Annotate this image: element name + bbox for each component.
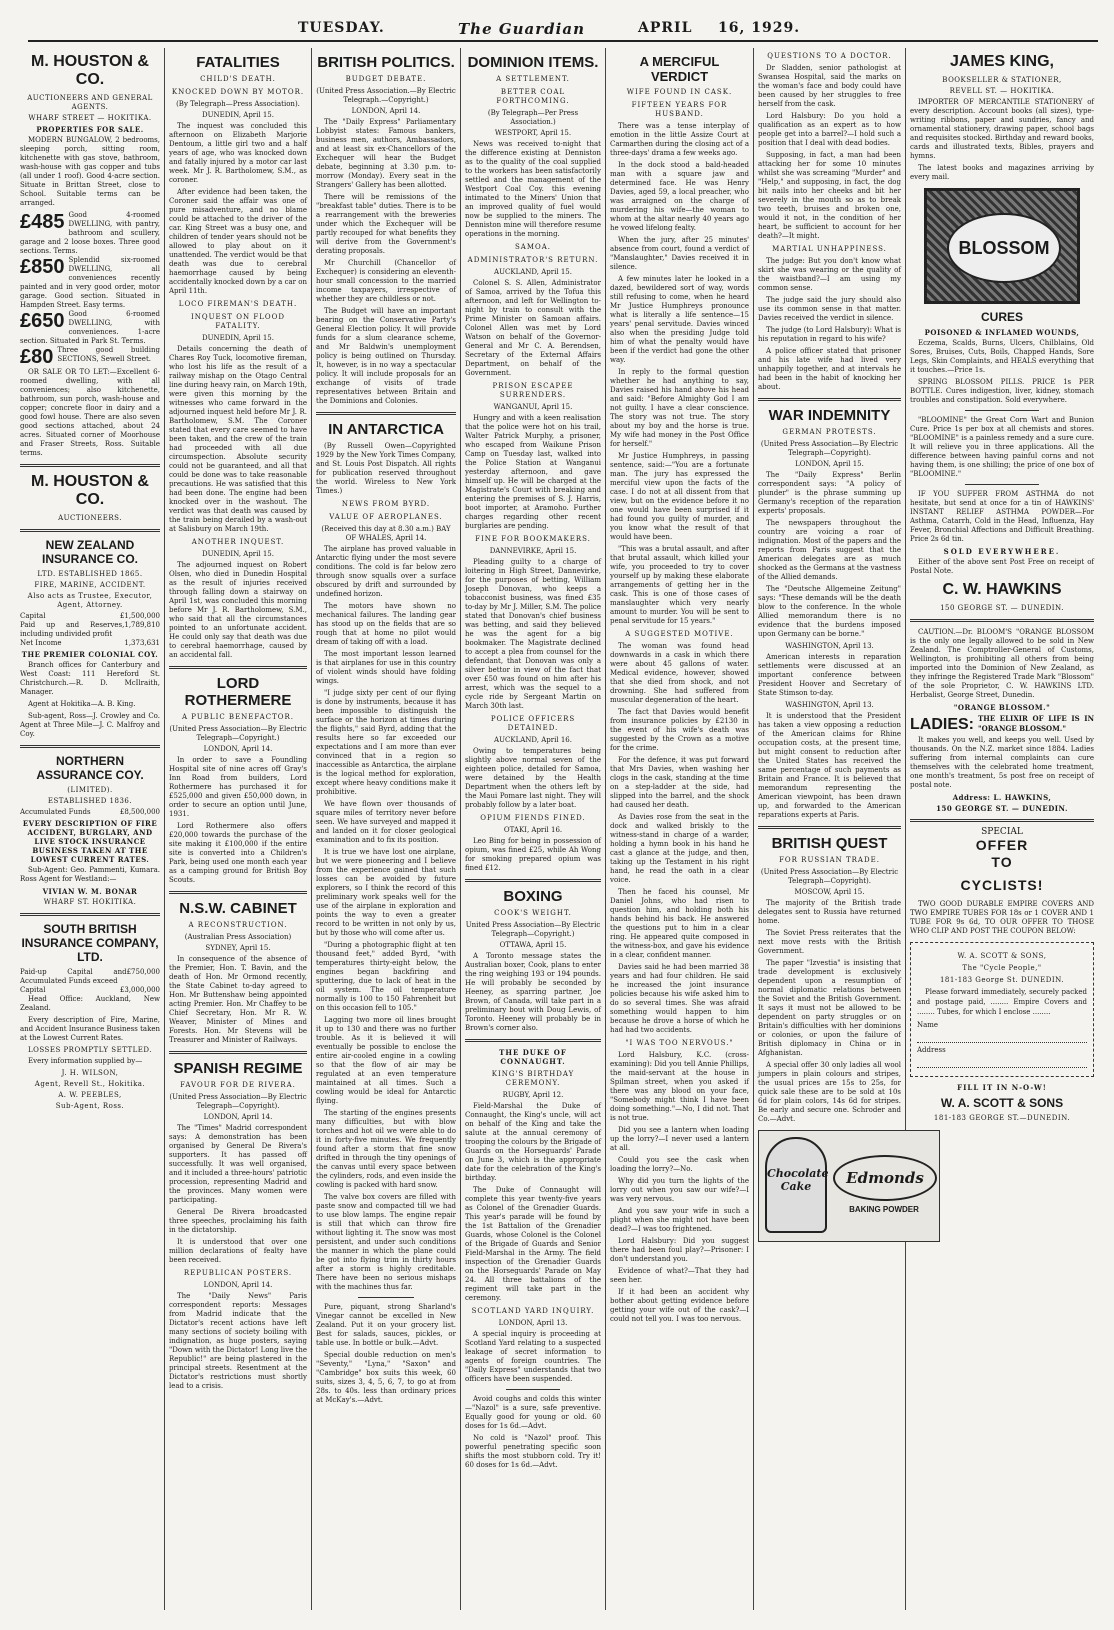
net-income-label: Net Income <box>20 639 62 647</box>
fill-it-in: FILL IT IN N-O-W! <box>957 1083 1047 1092</box>
divider <box>20 529 160 532</box>
net-income-row <box>20 639 160 648</box>
paid-up-value: 1,789,810 <box>124 621 160 629</box>
sb-capital-value: £3,000,000 <box>119 986 160 994</box>
article-paragraph: Owing to temperatures being slightly above normal seven of the eighteen police, detailed for Samoa, were detained by the Health Department when the others left by the Maui Pomare last night. They will probably follow by a later boat. <box>465 747 601 809</box>
headline-dominion-items: DOMINION ITEMS. <box>467 54 599 71</box>
article-paragraph: Davies said he had been married 38 years and had four children. He said he increased the joint insurance policies because his wife asked him to do so several times. She was afraid something would happen to him because he drove a horse of which he had had two accidents. <box>610 963 749 1034</box>
article-paragraph: Lord Halsbury: Do you hold a qualification as an expert as to how people get into a barrel?—I hold such a position that I deal with dead bodies. <box>758 112 901 147</box>
nz-insurance-trustee: Also acts as Trustee, Executor, Agent, Attorney. <box>27 592 153 609</box>
branch-offices: Branch offices for Canterbury and West Coast: 111 Hereford St. Christchurch.—R. D. McIlraith, Manager. <box>20 661 160 696</box>
offer-label: OFFER <box>975 837 1029 853</box>
order-coupon[interactable] <box>910 942 1094 1077</box>
source-line: (Australian Press Association) <box>184 933 292 941</box>
james-king-address: REVELL ST. — HOKITIKA. <box>949 87 1055 95</box>
houston-title: M. HOUSTON & CO. <box>31 53 149 88</box>
article-paragraph: (By Russell Owen—Copyrighted 1929 by the New York Times Company, and St. Louis Post Dispatch. All rights for publication reserved throughout the world. Wireless to New York Times.) <box>316 442 456 495</box>
subhead: ADMINISTRATOR'S RETURN. <box>467 256 599 264</box>
nz-insurance-lines: FIRE, MARINE, ACCIDENT. <box>34 581 146 589</box>
source-line: (United Press Association—By Electric Telegraph—Copyright.) <box>169 725 307 742</box>
divider <box>20 913 160 916</box>
article-paragraph: Evidence of what?—That they had seen her. <box>610 1267 749 1284</box>
article-paragraph: General De Rivera broadcasted three speeches, proclaiming his faith in the dictatorship. <box>169 1208 307 1234</box>
subhead: NEWS FROM BYRD. <box>341 500 431 508</box>
sb-paid-row <box>20 968 160 986</box>
subhead: FOR RUSSIAN TRADE. <box>779 856 880 864</box>
dateline: RUGBY, April 12. <box>502 1091 564 1099</box>
agent-ross: Sub-agent, Ross—J. Crowley and Co. Agent at Three Mile—J. C. Malfroy and Coy. <box>20 712 160 738</box>
advert-paragraph: Avoid coughs and colds this winter—"Nazol" is a sure, safe preventive. Equally good for young or old. 60 doses for 1s 6d.—Advt. <box>465 1395 601 1430</box>
article-paragraph: Lord Halsbury: Did you suggest there had been foul play?—Prisoner: I don't understand you. <box>610 1237 749 1263</box>
coupon-address-field[interactable] <box>917 1045 1087 1068</box>
ladies-heading: THE ELIXIR OF LIFE IS IN "ORANGE BLOSSOM." <box>978 714 1094 733</box>
dateline: SYDNEY, April 15. <box>205 944 271 952</box>
properties-header: PROPERTIES FOR SALE. <box>36 125 144 134</box>
hawkins-address: 150 GEORGE ST. — DUNEDIN. <box>940 604 1064 612</box>
source-line: (By Telegraph—Per Press Association.) <box>487 109 579 126</box>
property-price: £850 <box>20 256 65 278</box>
chocolate-cake-illustration: Chocolate Cake <box>765 1137 827 1233</box>
article-paragraph: Pleading guilty to a charge of loitering in High Street, Dannevirke, for the purposes of betting, William Joseph Donovan, who keeps a tobacconist business, was fined £35 to-day by Mr J. Miller, S.M. The police stated that Donovan's chief business was betting, and said they believed he was the agent for a big bookmaker. The Magistrate declined to accept a plea from counsel for the defendant, that Donovan was only a silver bettor in view of the fact that over £50 was found on him after his arrest, which was the sequel to a cycle ride by Sergeant Martin on March 30th last. <box>465 558 601 710</box>
article-paragraph: In order to save a Foundling Hospital site of nine acres off Gray's Inn Road from builders, Lord Rothermere has purchased it for £525,000 and given £50,000 down, in order to secure an option until June, 1931. <box>169 756 307 818</box>
column-merciful-verdict <box>610 48 749 1610</box>
subhead: BETTER COAL FORTHCOMING. <box>496 88 570 105</box>
article-paragraph: Could you see the cask when loading the lorry?—No. <box>610 1156 749 1173</box>
divider <box>910 619 1094 622</box>
cyclists-label: CYCLISTS! <box>960 877 1044 893</box>
divider <box>169 1051 307 1054</box>
subhead: POLICE OFFICERS DETAINED. <box>490 715 576 732</box>
article-paragraph: The valve box covers are filled with paste snow and compacted till we had to use blow lamps. The engine repair is still that which can throw fire without lighting it. The snow was most persistent, and under such conditions the manner in which the plane could be got into flying trim in thirty hours after a storm is highly creditable. There have been no serious mishaps with the machines thus far. <box>316 1193 456 1291</box>
houston-subtitle: AUCTIONEERS AND GENERAL AGENTS. <box>27 94 153 111</box>
ladies-advert <box>910 714 1094 736</box>
divider <box>20 745 160 748</box>
accumulated-funds-label: Accumulated Funds <box>20 808 91 816</box>
article-paragraph: It is true we have lost one airplane, but we were pioneering and I believe from the experience gained that such losses can be avoided by future explorers, so I think the record of this preliminary work speaks well for the use of the airplane in exploration and points the way to even a greater record to be written in not only by us, but by those who will come after us. <box>316 848 456 937</box>
article-paragraph: There will be remissions of the "breakfast table" duties. There is to be a rearrangement with the breweries under which the Exchequer will be partly recouped for what benefits they will derive from the Government's derating proposals. <box>316 193 456 255</box>
source-line: (United Press Association.—By Electric Telegraph.—Copyright.) <box>316 87 456 104</box>
article-paragraph: Lord Rothermere also offers £20,000 towards the purchase of the site making it £100,000 if the entire site is converted into a Children's Park, being used one month each year as a camping ground for British Boy Scouts. <box>169 822 307 884</box>
divider <box>169 666 307 669</box>
bloomine-advert: "BLOOMINE" the Great Corn Wart and Bunion Cure. Price 1s per box at all chemists and stores. "BLOOMINE" is a painless remedy and a sure cure. It will relieve you in three applications. All the difference between having painful corns and not having them, is one shilling; the price of one box of "BLOOMINE." <box>910 416 1094 478</box>
article-paragraph: The woman was found head downwards in a cask in which there were about 45 gallons of water. Medical evidence, however, showed that she died from shock, and not drowning. She had suffered from muscular degeneration of the heart. <box>610 642 749 704</box>
article-paragraph: The newspapers throughout the country are voicing a roar of indignation. Most of the papers and the reports from Paris suggest that the American delegates are as much shocked as the Germans at the vastness of the Allied demands. <box>758 519 901 581</box>
dateline: LONDON, April 14. <box>203 1113 273 1121</box>
subhead: A RECONSTRUCTION. <box>188 921 288 929</box>
article-paragraph: Did you see a lantern when loading up the lorry?—I never used a lantern at all. <box>610 1126 749 1152</box>
divider <box>758 398 901 401</box>
subhead: LOCO FIREMAN'S DEATH. <box>178 300 298 308</box>
source-line: (By Telegraph—Press Association). <box>176 100 300 108</box>
sb-paid-label: Paid-up Capital and Accumulated Funds exceed <box>20 968 127 985</box>
divider <box>465 879 601 882</box>
article-paragraph: It is understood that the President has taken a view opposing a reduction of the American claims for Rhine occupation costs, at the present time, but might consent to reduction after the United States has received the same percentage of such payments as Britain and France. It is believed that memorandum representing the American viewpoint, has been drawn up, and forwarded to the American reparations experts at Paris. <box>758 712 901 819</box>
to-label: TO <box>991 854 1013 870</box>
tyre-offer: TWO GOOD DURABLE EMPIRE COVERS AND TWO EMPIRE TUBES FOR 18s or 1 COVER AND 1 TUBE FOR 9s 6d, TO OUR OFFER TO THOSE WHO CLIP AND POST THE COUPON BELOW: <box>910 900 1094 935</box>
article-paragraph: In reply to the formal question whether he had anything to say, Davies raised his hand above his head and said: "Before Almighty God I am not guilty. I have a clear conscience. The story was not true. The story about my boy and the horse is true. My wife had money in the Post Office for herself." <box>610 368 749 448</box>
article-paragraph: The Duke of Connaught will complete this year twenty-five years as Colonel of the Grenadier Guards. This year's parade will be found by the 1st Battalion of the Grenadier Guards, whose Colonel is the Colonel of the Brigade of Guards and Senior Field-Marshal in the Army. The field inspection of the Grenadier Guards on the Horseguards' Parade on May 24. All three battalions of the regiment will take part in the ceremony. <box>465 1186 601 1302</box>
article-paragraph: A few minutes later he looked in a dazed, bewildered sort of way, words still refusing to come, when he heard Mr Justice Humphreys pronounce what is literally a life sentence—15 years' penal servitude. Davies winced also when the presiding Judge told him of what the penalty would have been if the verdict had gone the other way. <box>610 275 749 364</box>
caution-notice: CAUTION.—Dr. BLOOM'S "ORANGE BLOSSOM is the only one legally allowed to be sold in New Zealand. The Comptroller-General of Customs, Wellington, is prohibiting all others from being imported into the Dominion of New Zealand, as they infringe the Registered Trade Mark "Blossom" of the sole Proprietor, C. W. HAWKINS LTD. Herbalist, George Street, Dunedin. <box>910 628 1094 699</box>
james-king-title: JAMES KING, <box>949 53 1054 70</box>
coupon-address-line[interactable] <box>917 1057 1087 1068</box>
article-paragraph: American interests in reparation settlements were discussed at an important conference between President Hoover and Secretary of State Stimson to-day. <box>758 653 901 697</box>
article-paragraph: In the dock stood a bald-headed man with a square jaw and determined face. He was Henry Davies, aged 59, a local preacher, who was arraigned on the charge of murdering his wife—the woman to whom at the altar nearly 40 years ago he vowed lifelong fealty. <box>610 161 749 232</box>
divider <box>965 410 1039 411</box>
headline-british-quest: BRITISH QUEST <box>771 835 888 852</box>
article-paragraph: As Davies rose from the seat in the dock and walked briskly to the witness-stand in charge of a warder, holding a hymn book in his hand he cast a glance at the judge, and then, taking up the Testament in his right hand, he read the oath in a clear voice. <box>610 813 749 884</box>
article-paragraph: The motors have shown no mechanical failures. The landing gear has stood up on the fields that are so rough that at home no pilot would dream of taking off with a load. <box>316 602 456 646</box>
headline-nsw-cabinet: N.S.W. CABINET <box>179 900 297 917</box>
net-income-value: 1,373,631 <box>124 639 160 647</box>
source-line: (United Press Association—By Electric Telegraph—Copyright). <box>760 440 899 457</box>
dateline: DUNEDIN, April 15. <box>202 111 274 119</box>
column-rule <box>460 48 461 1610</box>
property-listing <box>20 211 160 256</box>
subhead: "I WAS TOO NERVOUS." <box>625 1039 734 1047</box>
nz-insurance-title: NEW ZEALAND INSURANCE CO. <box>41 538 138 566</box>
sb-capital-row <box>20 986 160 995</box>
subhead: A PUBLIC BENEFACTOR. <box>182 713 294 721</box>
advert-paragraph: No cold is "Nazol" proof. This powerful penetrating specific soon shifts the most stubborn cold. Try it! 60 doses for 1s 6d.—Advt. <box>465 1434 601 1469</box>
article-paragraph: Colonel S. S. Allen, Administrator of Samoa, arrived by the Tofua this afternoon, and left for Wellington to-night by train to consult with the Prime Minister on Samoan affairs. Colonel Allen was met by Lord Watson on behalf of the Governor-General and Mr C. A. Berendsen, Secretary of the External Affairs Department, on behalf of the Government. <box>465 279 601 377</box>
article-paragraph: We have flown over thousands of square miles of territory never before seen. We have surveyed and mapped it and landed on it for closer geological examination and to fix its position. <box>316 800 456 844</box>
article-paragraph: The adjourned inquest on Robert Olsen, who died in Dunedin Hospital as the result of injuries received through falling down a stairway on April 1st, was concluded this morning before Mr J. R. Bartholomew, S.M., who said that all the circumstances pointed to an unfortunate accident. He could only say that death was due to cerebral haemorrhage, caused by an accidental fall. <box>169 561 307 659</box>
column-war-indemnity <box>758 48 924 1610</box>
article-paragraph: The judge: But you don't know what skirt she was wearing or the quality of the waistband?—I am using my common sense. <box>758 257 901 292</box>
bonar-name: VIVIAN W. M. BONAR <box>42 887 138 896</box>
article-paragraph: "This was a brutal assault, and after that brutal assault, which killed your wife, you proceeded to try to cover yourself up by making these elaborate arrangements of getting her in the cask. This is one of those cases of manslaughter which very nearly amount to murder. You will be sent to penal servitude for 15 years." <box>610 545 749 625</box>
houston-title-2: M. HOUSTON & CO. <box>31 473 149 508</box>
property-price: £650 <box>20 310 65 332</box>
capital-value: £1,500,000 <box>119 612 160 620</box>
article-paragraph: A police officer stated that prisoner and his late wife had lived very unhappily together, and at intervals he had been in the habit of knocking her about. <box>758 347 901 391</box>
article-paragraph: The inquest was concluded this afternoon on Elizabeth Marjorie Dentoum, a little girl two and a half years of age, who was knocked down and fatally injured by a motor car last week. Mr J. R. Bartholomew, S.M., as coroner. <box>169 122 307 184</box>
coupon-address-label: Address <box>917 1046 946 1054</box>
dateline: WASHINGTON, April 13. <box>785 642 874 650</box>
headline-spanish-regime: SPANISH REGIME <box>173 1060 303 1077</box>
advert-paragraph: A special offer 30 only ladies all wool jumpers in plain colours and stripes, the usual prices are 15s to 25s, for quick sale these are to be sold at 10s 6d for plain colors, 14s 6d for stripes. Be early and secure one. Schroder and Co.—Advt. <box>758 1061 901 1123</box>
divider <box>910 819 1094 822</box>
article-paragraph: There was a tense interplay of emotion in the little Assize Court at Carmarthen during the closing act of a three-days' drama a few weeks ago. <box>610 122 749 157</box>
article-paragraph: The most important lesson learned is that airplanes for use in this country of violent winds should have folding wings. <box>316 650 456 685</box>
article-paragraph: The starting of the engines presents many difficulties, but with blow torches and hot oil we were able to do it in forty-five minutes. We frequently found after a storm that fine snow drifted in through the tiny openings of the canvas until every space between the cylinders, rods, and even inside the cowling is packed with hard snow. <box>316 1109 456 1189</box>
baking-powder-label: BAKING POWDER <box>849 1205 919 1214</box>
sb-peebles: A. W. PEEBLES, <box>58 1091 122 1099</box>
property-listing <box>20 346 160 368</box>
sold-everywhere: SOLD EVERYWHERE. <box>943 547 1061 556</box>
dateline: OTTAWA, April 15. <box>499 941 567 949</box>
cures-heading: CURES <box>980 310 1023 324</box>
subhead: INQUEST ON FLOOD FATALITY. <box>190 313 285 330</box>
dateline: LONDON, April 14. <box>203 745 273 753</box>
article-paragraph: For the defence, it was put forward that Mrs Davies, when washing her clogs in the cask, standing at the time on a step-ladder at the side, had slipped into the barrel, and the shock had caused her death. <box>610 756 749 809</box>
masthead-date: 16, 1929. <box>718 20 801 36</box>
blossom-label: BLOSSOM <box>947 213 1061 283</box>
dateline: LONDON, April 13. <box>498 1319 568 1327</box>
article-paragraph: The "Times" Madrid correspondent says: A demonstration has been organised by General De Rivera's supporters. It has passed off successfully. It was well organised, and it included a three-hours' patriotic procession, representing Madrid and the provinces. Many women were participating. <box>169 1124 307 1204</box>
column-rule <box>605 48 606 1610</box>
headline-merciful-verdict: A MERCIFUL VERDICT <box>639 54 720 84</box>
article-paragraph: And you saw your wife in such a plight when she might not have been dead?—I was too frightened. <box>610 1207 749 1233</box>
column-ads-2 <box>910 48 1094 1610</box>
sb-wilson-role: Agent, Revell St., Hokitika. <box>34 1080 146 1088</box>
capital-row <box>20 612 160 621</box>
article-paragraph: The "Daily Express" Parliamentary Lobbyist states: Famous bankers, business men, authors, Ambassadors, and at least six ex-Chancellors of the Exchequer will hear the Budget debate, beginning at 3.30 p.m. to-morrow (Monday). Every seat in the Strangers' Gallery has been allotted. <box>316 118 456 189</box>
dateline: LONDON, April 15. <box>795 460 864 468</box>
hawkins-address-label: Address: L. HAWKINS, <box>952 793 1052 802</box>
column-dominion-items <box>465 48 601 1610</box>
article-paragraph: "During a photographic flight at ten thousand feet," added Byrd, "with temperatures thirty-eight below, the engines began backfiring and sputtering, due to lack of heat in the oil system. The oil temperature normally is 100 to 150 Fahrenheit but on this occasion fell to 105." <box>316 941 456 1012</box>
column-rule <box>311 48 312 1610</box>
sb-losses: LOSSES PROMPTLY SETTLED. <box>27 1046 153 1054</box>
dateline: WANGANUI, April 15. <box>493 403 573 411</box>
source-line: (United Press Association—By Electric Telegraph—Copyright). <box>169 1093 307 1110</box>
article-paragraph: Then he faced his counsel, Mr Daniel Johns, who had risen to question him, and holding both his hands behind his back. He answered the questions put to him in a clear ring. He appeared quite composed in the witness-box, and gave his evidence in a clear, confident manner. <box>610 888 749 959</box>
article-paragraph: The Soviet Press reiterates that the next move rests with the British Government. <box>758 929 901 955</box>
dateline: AUCKLAND, April 15. <box>494 268 572 276</box>
premier-colonial: THE PREMIER COLONIAL COY. <box>21 650 159 659</box>
article-paragraph: Hungry and with a keen realisation that the police were hot on his trail, Walter Patrick Murphy, a prisoner, who escaped from Waikune Prison Camp on Tuesday last, walked into the Police Station at Wanganui yesterday afternoon, and gave himself up. He will be charged at the Magistrate's Court with breaking and entering the premises of S. J. Harris, boot importer, at Aramoho. Further charges regarding other recent burglaries are pending. <box>465 414 601 530</box>
asthma-advert: IF YOU SUFFER FROM ASTHMA do not hesitate, but send at once for a tin of HAWKINS' INSTANT RELIEF ASTHMA POWDER—For Asthma, Catarrh, Cold in the Head, Influenza, Hay Fever, Bronchial Affections and Difficult Breathing. Price 2s 6d tin. <box>910 490 1094 543</box>
dateline: OTAKI, April 16. <box>503 826 563 834</box>
james-king-subtitle: BOOKSELLER & STATIONER, <box>942 76 1062 84</box>
subhead: SAMOA. <box>514 243 552 251</box>
hawkins-address-2: 150 GEORGE ST. — DUNEDIN. <box>936 804 1068 813</box>
article-paragraph: A special inquiry is proceeding at Scotland Yard relating to a suspected leakage of secret information to agents of foreign countries. The "Daily Express" understands that two officers have been suspended. <box>465 1330 601 1383</box>
subhead: ANOTHER INQUEST. <box>191 538 285 546</box>
divider <box>169 891 307 894</box>
property-listing <box>20 256 160 310</box>
paid-up-label: Paid up and Reserves, including undivided profit <box>20 621 125 638</box>
subhead: THE DUKE OF CONNAUGHT. <box>499 1048 567 1066</box>
article-paragraph: Why did you turn the lights of the lorry out when you saw our wife?—I was very nervous. <box>610 1177 749 1203</box>
sb-description: Every description of Fire, Marine, and Accident Insurance Business taken at the Lowest Current Rates. <box>20 1016 160 1042</box>
dateline: DUNEDIN, April 15. <box>202 334 274 342</box>
dateline: MOSCOW, April 15. <box>794 888 865 896</box>
column-fatalities <box>169 48 307 1610</box>
headline-war-indemnity: WAR INDEMNITY <box>768 407 891 424</box>
subhead: FIFTEEN YEARS FOR HUSBAND. <box>631 101 728 118</box>
property-price: £485 <box>20 211 65 233</box>
article-paragraph: Mr Justice Humphreys, in passing sentence, said:—"You are a fortunate man. The jury has expressed the merciful view upon the facts of the case. I do not at all dissent from that view, but on the evidence before it no one would have been surprised if it had found you guilty of murder, and you know what the result of that would have been. <box>610 452 749 541</box>
article-paragraph: Supposing, in fact, a man had been attacking her for some 10 minutes whilst she was screaming "Murder" and "Help," and supposing, in fact, the dog bit nails into her cheeks and bit her severely in the mouth so as to break two teeth, bruises and broken one, would it not, in the condition of her heart, be sufficient to account for her death?—It might. <box>758 151 901 240</box>
subhead: FINE FOR BOOKMAKERS. <box>475 535 591 543</box>
article-paragraph: The fact that Davies would benefit from insurance policies by £2130 in the event of his wife's death was suggested by the Crown as a motive for the crime. <box>610 708 749 752</box>
poisoned-wounds: POISONED & INFLAMED WOUNDS, <box>924 328 1080 337</box>
sb-head-office: Head Office: Auckland, New Zealand. <box>20 995 160 1012</box>
edmonds-logo: Edmonds <box>833 1155 937 1201</box>
accumulated-funds-row <box>20 808 160 817</box>
houston-subtitle-2: AUCTIONEERS. <box>58 514 122 522</box>
article-paragraph: The judge said the jury should also use its common sense in that matter. Davies received the verdict in silence. <box>758 296 901 322</box>
masthead-brand: The Guardian <box>458 20 585 38</box>
article-paragraph: Field-Marshal the Duke of Connaught, the King's uncle, will act on behalf of the King and take the salute at the annual ceremony of trooping the colours by the Brigade of Guards on the Horseguards' Parade on June 3, which is the appropriate date for the celebration of the King's birthday. <box>465 1102 601 1182</box>
headline-fatalities: FATALITIES <box>196 54 280 71</box>
article-paragraph: The paper "Izvestia" is insisting that trade development is exclusively dependent upon a resumption of normal diplomatic relations between the Soviet and the British Government. It says it must not be allowed to be dependent on party struggles or on Britain's difficulties with her dominions or colonies, or upon the failure of British diplomacy in China or in Afghanistan. <box>758 959 901 1057</box>
source-line: United Press Association—By Electric Telegraph—Copyright.) <box>465 921 601 938</box>
james-king-books: The latest books and magazines arriving by every mail. <box>910 164 1094 181</box>
subhead: VALUE OF AEROPLANES. <box>329 513 443 521</box>
subhead: CHILD'S DEATH. <box>200 75 276 83</box>
subhead: A SETTLEMENT. <box>496 75 570 83</box>
column-rule <box>905 48 906 1610</box>
article-paragraph: News was received to-night that the difference existing at Denniston as to the quality of the coal supplied to the workers has been satisfactorily settled and the management of the Westport Coal Coy. this evening intimated to the Miners' Union that an improved quality of fuel would now be supplied to the miners. The Denniston mine will therefore resume operations in the morning. <box>465 140 601 238</box>
sb-peebles-role: Sub-Agent, Ross. <box>55 1102 125 1110</box>
headline-boxing: BOXING <box>503 888 563 905</box>
divider <box>316 412 456 415</box>
subhead: MARTIAL UNHAPPINESS. <box>772 245 887 253</box>
coupon-name-field[interactable] <box>917 1020 1087 1043</box>
column-rule <box>753 48 754 1610</box>
article-paragraph: The "Daily Express" Berlin correspondent says: "A policy of plunder" is the phrase summing up Germany's reception of the reparation experts' proposals. <box>758 471 901 515</box>
special-label: SPECIAL <box>981 827 1023 837</box>
northern-limited: (LIMITED). <box>67 786 113 794</box>
dateline: LONDON, April 14. <box>203 1281 273 1289</box>
article-paragraph: The majority of the British trade delegates sent to Russia have returned home. <box>758 899 901 925</box>
property-description: Good 4-roomed DWELLING, with pantry, bathroom and scullery, garage and 2 loose boxes. Three good sections. Terms. <box>20 211 160 255</box>
sb-capital-label: Capital <box>20 986 46 994</box>
ladies-label: LADIES: <box>910 716 974 733</box>
northern-title: NORTHERN ASSURANCE COY. <box>36 754 144 782</box>
article-paragraph: The airplane has proved valuable in Antarctic flying under the most severe conditions. The cold is far below zero through snow squalls over a surface obscured by drift and surrounded by undefined horizon. <box>316 545 456 598</box>
dateline: AUCKLAND, April 16. <box>494 736 572 744</box>
coupon-subtitle: The "Cycle People," <box>962 964 1042 972</box>
article-paragraph: "I judge sixty per cent of our flying is done by instruments, because it has been impossible to distinguish the surface or the horizon at times during the flights," said Byrd, adding that the results here so far exceeded our expectations and I am more than ever convinced that in a region so inaccessible as Antarctica, the airplane is the logical method for exploration, except where heavy conditions make it prohibitive. <box>316 689 456 796</box>
subhead: QUESTIONS TO A DOCTOR. <box>767 52 892 60</box>
article-paragraph: When the jury, after 25 minutes' absence from court, found a verdict of "Manslaughter," Davies received it in silence. <box>610 236 749 271</box>
headline-antarctica: IN ANTARCTICA <box>328 421 444 438</box>
column-rule <box>164 48 165 1610</box>
houston-address: WHARF STREET — HOKITIKA. <box>28 114 152 122</box>
masthead-month: APRIL <box>638 20 693 36</box>
masthead <box>28 18 1098 42</box>
article-paragraph: The "Daily News" Paris correspondent reports: Messages from Madrid indicate that the Dictator's recent actions have left many sections of society boiling with indignation, as huge posters, saying "Down with the Dictator! Long live the Republic!" are being plastered in the principal streets. Resentment at the Dictator's restrictions must shortly lead to a crisis. <box>169 1292 307 1390</box>
article-paragraph: The "Deutsche Allgemeine Zeitung" says: "These demands will be the death blow to the conference. In the whole Allied memorandum there is no evidence that the burdens imposed upon Germany can be borne." <box>758 585 901 638</box>
source-line: (United Press Association—By Electric Telegraph—Copyright). <box>760 868 899 885</box>
article-paragraph: Leo Bing for being in possession of opium, was fined £25, while Ah Wong for smoking prepared opium was fined £12. <box>465 837 601 872</box>
south-british-title: SOUTH BRITISH INSURANCE COMPANY, LTD. <box>21 922 159 964</box>
article-paragraph: The Budget will have an important bearing on the Conservative Party's General Election policy. It will provide funds for a slum clearance scheme, and Mr Baldwin's unemployment policy is being outlined on Thursday. It, however, is in no way a spectacular policy. It will include proposals for an exchange of visits of trade representatives between Britain and the Dominions and Colonies. <box>316 307 456 405</box>
dateline: LONDON, April 14. <box>351 107 421 115</box>
sb-info: Every information supplied by— <box>28 1057 143 1065</box>
article-paragraph: If it had been an accident why bother about getting evidence before getting your wife out of the cask?—I could not tell you. I was too nervous. <box>610 1288 749 1323</box>
property-description: Three good building SECTIONS, Sewell Street. <box>57 346 160 363</box>
divider <box>965 484 1039 485</box>
spring-blossom-ointment-illustration <box>924 188 1080 304</box>
masthead-day: TUESDAY. <box>298 20 385 36</box>
northern-established: ESTABLISHED 1836. <box>47 797 133 805</box>
article-paragraph: Lagging two more oil lines brought it up to 130 and there was no further trouble. As it is believed it will eventually be possible to enclose the entire air-cooled engine in a cowling so that the flow of air may be regulated at an even temperature maintained at all times. Such a cowling would be ideal for Antarctic flying. <box>316 1016 456 1105</box>
sub-agent: Sub-Agent: Geo. Pammenti, Kumara. Ross Agent for Westland:— <box>20 866 160 883</box>
dateline: DANNEVIRKE, April 15. <box>489 547 577 555</box>
subhead: A SUGGESTED MOTIVE. <box>625 630 734 638</box>
article-paragraph: Dr Sladden, senior pathologist at Swansea Hospital, said the marks on the woman's face and body could have been caused by her struggles to free herself from the cask. <box>758 64 901 108</box>
dateline: DUNEDIN, April 15. <box>202 550 274 558</box>
article-paragraph: A Toronto message states the Australian boxer, Cook, plans to enter the ring weighing 193 or 194 pounds. He will probably be seconded by Heeney, as sparring partner, Joe Brown, of Canada, will take part in a preliminary bout with Doug Lewis, of Toronto. Heeney will probably be in Brown's corner also. <box>465 952 601 1032</box>
capital-label: Capital <box>20 612 46 620</box>
divider <box>358 1297 414 1298</box>
column-ads-1 <box>20 48 160 1610</box>
subhead: OPIUM FIENDS FINED. <box>480 814 586 822</box>
dateline: WESTPORT, April 15. <box>494 129 572 137</box>
article-paragraph: After evidence had been taken, the Coroner said the affair was one of pure misadventure, and no blame could be attached to the driver of the car. King Street was a busy one, and children of tender years should not be allowed to play about on it unattended. The verdict would be that death was due to cerebral haemorrhage caused by being accidentally knocked down by a car on April 11th. <box>169 188 307 295</box>
article-paragraph: Mr Churchill (Chancellor of Exchequer) is considering an eleventh-hour small concession to the married income taxpayers, irrespective of whether they are childless or not. <box>316 259 456 303</box>
spring-blossom-pills: SPRING BLOSSOM PILLS. PRICE 1s PER BOTTLE. Cures indigestion, liver, kidney, stomach troubles and constipation. Sold everywhere. <box>910 378 1094 404</box>
article-paragraph: Details concerning the death of Chares Roy Tuck, locomotive fireman, who lost his life as the result of a railway mishap on the Otago Central line during heavy rain, on March 19th, were given this morning by the witnesses who came forward in the adjourned inquest held before Mr J. R. Bartholomew, S.M. The Coroner stated that every care seemed to have been taken, and the crew of the train had proceeded with all due circumspection. Absolute security could not be guaranteed, and all that could be done was to take reasonable precautions. He was satisfied that this had been done. The engine had been knocked over in the washout. The verdict was that death was caused by the train being derailed by a wash-out at Salisbury on March 19th. <box>169 345 307 533</box>
divider <box>506 1389 560 1390</box>
subhead: KNOCKED DOWN BY MOTOR. <box>171 88 305 96</box>
scott-address: 181-183 GEORGE ST.—DUNEDIN. <box>933 1114 1071 1122</box>
subhead: GERMAN PROTESTS. <box>782 428 877 436</box>
coupon-recipient: W. A. SCOTT & SONS, <box>957 952 1047 960</box>
headline-rothermere: LORD ROTHERMERE <box>184 675 292 709</box>
subhead: SCOTLAND YARD INQUIRY. <box>471 1307 595 1315</box>
agent-hokitika: Agent at Hokitika—A. B. King. <box>28 700 136 708</box>
column-british-politics <box>316 48 456 1610</box>
subhead: REPUBLICAN POSTERS. <box>183 1269 293 1277</box>
headline-british-politics: BRITISH POLITICS. <box>317 54 455 71</box>
cures-description: Eczema, Scalds, Burns, Ulcers, Chilblains, Old Sores, Bruises, Cuts, Boils, Chapped Hands, Sore Legs, Skin Complaints, and HEALS everything that it touches.—Price 1s. <box>910 339 1094 374</box>
subhead: BUDGET DEBATE. <box>345 75 427 83</box>
property-description: Good 6-roomed DWELLING, with conveniences. 1-acre section. Situated in Park St. Terms. <box>20 310 160 345</box>
subhead: WIFE FOUND IN CASK. <box>626 88 733 96</box>
northern-description: EVERY DESCRIPTION OF FIRE ACCIDENT, BURGLARY, AND LIVE STOCK INSURANCE BUSINESS TAKEN AT THE LOWEST CURRENT RATES. <box>22 819 158 864</box>
coupon-text: Please forward immediately, securely packed and postage paid, ........ Empire Covers and ........ Tubes, for which I enclose ........ <box>917 988 1087 1016</box>
property-listing <box>20 310 160 346</box>
article-paragraph: The judge (to Lord Halsbury): What is his reputation in regard to his wife? <box>758 326 901 343</box>
property-price: £80 <box>20 346 54 368</box>
article-paragraph: It is understood that over one million declarations of fealty have been received. <box>169 1238 307 1264</box>
coupon-name-label: Name <box>917 1021 939 1029</box>
bonar-address: WHARF ST. HOKITIKA. <box>43 898 137 906</box>
advert-paragraph: Special double reduction on men's "Seventy," "Lyna," "Saxon" and "Cambridge" box suits this week, 60 suits, sizes 3, 4, 5, 6, 7, to go at from 28s. to 40s. less than ordinary prices at McKay's.—Advt. <box>316 1351 456 1404</box>
coupon-name-line[interactable] <box>917 1032 1087 1043</box>
dateline: (Received this day at 8.30 a.m.) BAY OF WHALES, April 14. <box>321 525 451 542</box>
divider <box>465 1039 601 1042</box>
dateline: WASHINGTON, April 13. <box>785 701 874 709</box>
subhead: COOK'S WEIGHT. <box>494 909 572 917</box>
james-king-description: IMPORTER OF MERCANTILE STATIONERY of every description. Account books (all sizes), type-writing ribbons, paper and sundries, fancy and ornamental stationery, drawing paper, school bags and requisites stocked. Birthday and reward books, cards and illustrated texts, Bibles, prayers and hymns. <box>910 98 1094 160</box>
accumulated-funds-value: £8,500,000 <box>119 808 160 816</box>
property-listing: OR SALE OR TO LET:—Excellent 6-roomed dwelling, with all conveniences; also kitchenette, bathroom, sun porch, wash-house and copper; concrete floor in dairy and a good fowl house. There are also seven good sections attached, about 24 acres. Situated corner of Moorhouse and Fraser Streets, Ross. Suitable terms. <box>20 368 160 457</box>
property-description: Splendid six-roomed DWELLING, all conveniences recently painted and in very good order, motor garage. Good section. Situated in Hampden Street. Easy terms. <box>20 256 160 309</box>
subhead: PRISON ESCAPEE SURRENDERS. <box>492 382 574 399</box>
post-free-note: Either of the above sent Post Free on receipt of Postal Note. <box>910 558 1094 575</box>
sb-paid-value: £750,000 <box>126 968 160 976</box>
orange-blossom-heading: "ORANGE BLOSSOM." <box>953 703 1051 712</box>
subhead: FAVOUR FOR DE RIVERA. <box>180 1081 296 1089</box>
divider <box>758 826 901 829</box>
article-paragraph: In consequence of the absence of the Premier, Hon. T. Bavin, and the death of Hon. Mr Ormond recently, the State Cabinet to-day agreed to Hon. Mr Buttenshaw being appointed acting Premier. Hon. Mr Chaffey to be Chief Secretary, Hon. Mr R. W. Weaver, Minister of Mines and Forests. Hon. Mr Stevens will be Treasurer and Minister of Railways. <box>169 955 307 1044</box>
subhead: KING'S BIRTHDAY CEREMONY. <box>491 1070 575 1087</box>
coupon-address: 181-183 George St. DUNEDIN. <box>939 976 1065 984</box>
ladies-description: It makes you well, and keeps you well. Used by thousands. On the N.Z. market since 1884. Ladies suffering from internal complaints can cure themselves with the celebrated home treatment, one month's treatment, 5s post free on receipt of postal note. <box>910 736 1094 789</box>
hawkins-name: C. W. HAWKINS <box>942 581 1062 598</box>
property-listing: MODERN BUNGALOW, 2 bedrooms, sleeping porch, sitting room, kitchenette with gas stove, bathroom, wash-house with gas copper and tubs (all under 1 roof). Good 4-acre section. Situate in Brittan Street, close to School. Suitable terms can be arranged. <box>20 136 160 207</box>
article-paragraph: Lord Halsbury, K.C. (cross-examining): Did you tell Annie Phillips, the maid-servant at the house in Spilman street, when you asked if there was any blood on your face, "Somebody might think I have been doing something."—No, I did not. That is not true. <box>610 1051 749 1122</box>
paid-up-row <box>20 621 160 639</box>
scott-sons: W. A. SCOTT & SONS <box>940 1096 1064 1110</box>
advert-paragraph: Pure, piquant, strong Sharland's Vinegar cannot be excelled in New Zealand. Put it on your grocery list. Best for salads, sauces, pickles, or table use. In bottle or bulk.—Advt. <box>316 1303 456 1347</box>
divider <box>20 464 160 467</box>
sb-wilson: J. H. WILSON, <box>61 1069 119 1077</box>
nz-insurance-established: LTD. ESTABLISHED 1865. <box>37 570 143 578</box>
